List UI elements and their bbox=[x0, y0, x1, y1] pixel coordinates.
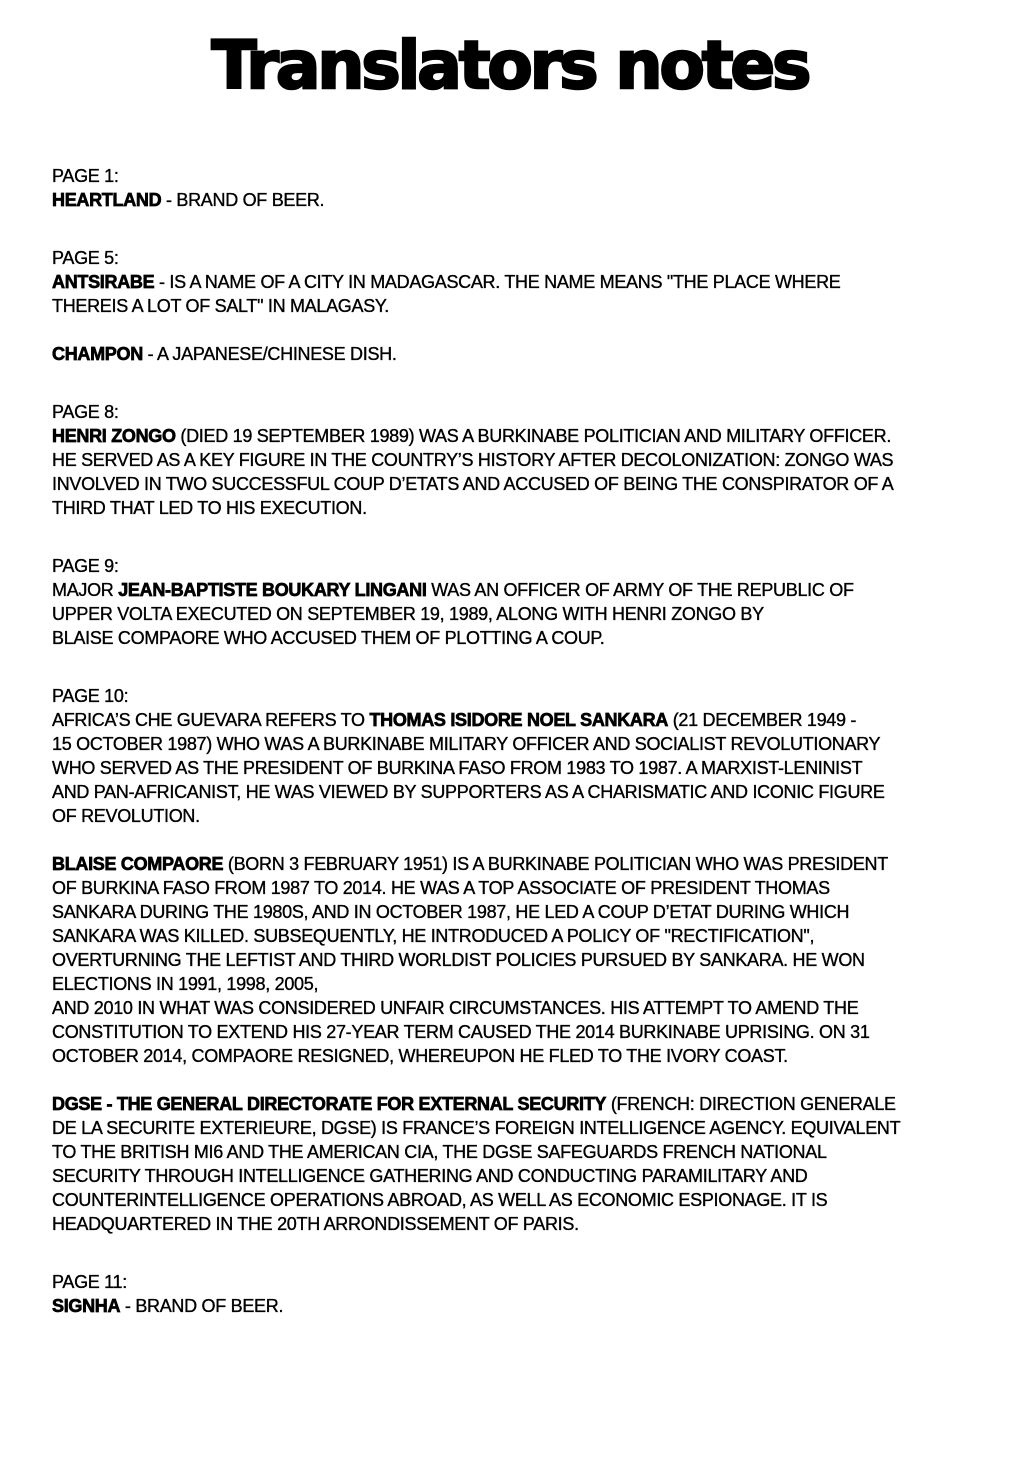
note-text-bold: SIGNHA bbox=[52, 1296, 121, 1316]
page-label: PAGE 1: bbox=[52, 166, 119, 186]
notes-section bbox=[52, 554, 1020, 650]
note-text: DE LA SECURITE EXTERIEURE, DGSE) IS FRANCE’S FOREIGN INTELLIGENCE AGENCY. EQUIVALENT bbox=[52, 1118, 901, 1138]
note-line bbox=[52, 780, 1020, 804]
note-text-bold: CHAMPON bbox=[52, 344, 143, 364]
note-line bbox=[52, 424, 1020, 448]
note-text-bold: BLAISE COMPAORE bbox=[52, 854, 224, 874]
note-text: OF REVOLUTION. bbox=[52, 806, 200, 826]
translators-notes-page bbox=[0, 26, 1020, 1482]
note-text: (DIED 19 SEPTEMBER 1989) WAS A BURKINABE POLITICIAN AND MILITARY OFFICER. bbox=[175, 426, 892, 446]
note-text-bold: JEAN-BAPTISTE BOUKARY LINGANI bbox=[118, 580, 427, 600]
note-line bbox=[52, 1212, 1020, 1236]
note-text: - BRAND OF BEER. bbox=[120, 1296, 284, 1316]
note-line bbox=[52, 876, 1020, 900]
note bbox=[52, 1294, 1020, 1318]
note-text: MAJOR bbox=[52, 580, 119, 600]
note-text: WAS AN OFFICER OF ARMY OF THE REPUBLIC OF bbox=[426, 580, 854, 600]
note-text: COUNTERINTELLIGENCE OPERATIONS ABROAD, AS WELL AS ECONOMIC ESPIONAGE. IT IS bbox=[52, 1190, 828, 1210]
note-line bbox=[52, 900, 1020, 924]
notes-section bbox=[52, 246, 1020, 366]
note-text: HE SERVED AS A KEY FIGURE IN THE COUNTRY’S HISTORY AFTER DECOLONIZATION: ZONGO WAS bbox=[52, 450, 894, 470]
note-text: CONSTITUTION TO EXTEND HIS 27-YEAR TERM CAUSED THE 2014 BURKINABE UPRISING. ON 31 bbox=[52, 1022, 870, 1042]
note-text: UPPER VOLTA EXECUTED ON SEPTEMBER 19, 1989, ALONG WITH HENRI ZONGO BY bbox=[52, 604, 764, 624]
note-line bbox=[52, 1116, 1020, 1140]
note-text: AND PAN-AFRICANIST, HE WAS VIEWED BY SUPPORTERS AS A CHARISMATIC AND ICONIC FIGURE bbox=[52, 782, 885, 802]
note-text: INVOLVED IN TWO SUCCESSFUL COUP D’ETATS AND ACCUSED OF BEING THE CONSPIRATOR OF A bbox=[52, 474, 894, 494]
note-text: OF BURKINA FASO FROM 1987 TO 2014. HE WAS A TOP ASSOCIATE OF PRESIDENT THOMAS bbox=[52, 878, 830, 898]
note bbox=[52, 852, 1020, 1068]
notes-content bbox=[52, 164, 1020, 1318]
note-line bbox=[52, 1020, 1020, 1044]
note-line bbox=[52, 972, 1020, 996]
note-text: BLAISE COMPAORE WHO ACCUSED THEM OF PLOTTING A COUP. bbox=[52, 628, 605, 648]
page-label: PAGE 11: bbox=[52, 1272, 127, 1292]
note-line bbox=[52, 448, 1020, 472]
note-line bbox=[52, 270, 1020, 294]
note-line bbox=[52, 578, 1020, 602]
note-line bbox=[52, 756, 1020, 780]
note-text: WHO SERVED AS THE PRESIDENT OF BURKINA FASO FROM 1983 TO 1987. A MARXIST-LENINIST bbox=[52, 758, 863, 778]
note-text-bold: DGSE - THE GENERAL DIRECTORATE FOR EXTERNAL SECURITY bbox=[52, 1094, 607, 1114]
notes-section bbox=[52, 400, 1020, 520]
note-text: - A JAPANESE/CHINESE DISH. bbox=[142, 344, 397, 364]
page-label: PAGE 10: bbox=[52, 686, 129, 706]
note-line bbox=[52, 708, 1020, 732]
note bbox=[52, 270, 1020, 318]
page-label: PAGE 9: bbox=[52, 556, 119, 576]
note bbox=[52, 342, 1020, 366]
note bbox=[52, 578, 1020, 650]
note-text: (21 DECEMBER 1949 - bbox=[668, 710, 857, 730]
page-title: Translators notes bbox=[211, 27, 809, 104]
note bbox=[52, 188, 1020, 212]
note-line bbox=[52, 188, 1020, 212]
note-text: 15 OCTOBER 1987) WHO WAS A BURKINABE MILITARY OFFICER AND SOCIALIST REVOLUTIONARY bbox=[52, 734, 881, 754]
note-text: SANKARA DURING THE 1980S, AND IN OCTOBER 1987, HE LED A COUP D’ETAT DURING WHICH bbox=[52, 902, 850, 922]
notes-section bbox=[52, 684, 1020, 1236]
note-line bbox=[52, 294, 1020, 318]
note-line bbox=[52, 342, 1020, 366]
note-text: SECURITY THROUGH INTELLIGENCE GATHERING AND CONDUCTING PARAMILITARY AND bbox=[52, 1166, 808, 1186]
note-text: AND 2010 IN WHAT WAS CONSIDERED UNFAIR CIRCUMSTANCES. HIS ATTEMPT TO AMEND THE bbox=[52, 998, 859, 1018]
note-text-bold: THOMAS ISIDORE NOEL SANKARA bbox=[369, 710, 669, 730]
note bbox=[52, 708, 1020, 828]
note bbox=[52, 1092, 1020, 1236]
note bbox=[52, 424, 1020, 520]
note-text: ELECTIONS IN 1991, 1998, 2005, bbox=[52, 974, 319, 994]
note-text-bold: ANTSIRABE bbox=[52, 272, 155, 292]
note-line bbox=[52, 1294, 1020, 1318]
note-line bbox=[52, 1092, 1020, 1116]
page-label: PAGE 8: bbox=[52, 402, 119, 422]
note-line bbox=[52, 1188, 1020, 1212]
note-text: HEADQUARTERED IN THE 20TH ARRONDISSEMENT OF PARIS. bbox=[52, 1214, 579, 1234]
note-line bbox=[52, 626, 1020, 650]
note-text: (FRENCH: DIRECTION GENERALE bbox=[606, 1094, 896, 1114]
note-text: TO THE BRITISH MI6 AND THE AMERICAN CIA, THE DGSE SAFEGUARDS FRENCH NATIONAL bbox=[52, 1142, 827, 1162]
note-line bbox=[52, 852, 1020, 876]
note-text-bold: HEARTLAND bbox=[52, 190, 162, 210]
note-text: OVERTURNING THE LEFTIST AND THIRD WORLDIST POLICIES PURSUED BY SANKARA. HE WON bbox=[52, 950, 865, 970]
note-text: OCTOBER 2014, COMPAORE RESIGNED, WHEREUPON HE FLED TO THE IVORY COAST. bbox=[52, 1046, 788, 1066]
notes-section bbox=[52, 164, 1020, 212]
note-line bbox=[52, 996, 1020, 1020]
note-text: AFRICA’S CHE GUEVARA REFERS TO bbox=[52, 710, 370, 730]
note-line bbox=[52, 924, 1020, 948]
note-text: THEREIS A LOT OF SALT" IN MALAGASY. bbox=[52, 296, 390, 316]
note-line bbox=[52, 732, 1020, 756]
note-line bbox=[52, 1044, 1020, 1068]
note-line bbox=[52, 602, 1020, 626]
note-text: - IS A NAME OF A CITY IN MADAGASCAR. THE NAME MEANS "THE PLACE WHERE bbox=[154, 272, 841, 292]
note-text: (BORN 3 FEBRUARY 1951) IS A BURKINABE POLITICIAN WHO WAS PRESIDENT bbox=[223, 854, 888, 874]
note-line bbox=[52, 804, 1020, 828]
note-text: SANKARA WAS KILLED. SUBSEQUENTLY, HE INTRODUCED A POLICY OF "RECTIFICATION", bbox=[52, 926, 815, 946]
note-line bbox=[52, 948, 1020, 972]
note-text: THIRD THAT LED TO HIS EXECUTION. bbox=[52, 498, 367, 518]
note-text-bold: HENRI ZONGO bbox=[52, 426, 176, 446]
note-line bbox=[52, 472, 1020, 496]
note-line bbox=[52, 1164, 1020, 1188]
note-line bbox=[52, 496, 1020, 520]
notes-section bbox=[52, 1270, 1020, 1318]
note-text: - BRAND OF BEER. bbox=[161, 190, 325, 210]
page-label: PAGE 5: bbox=[52, 248, 119, 268]
note-line bbox=[52, 1140, 1020, 1164]
